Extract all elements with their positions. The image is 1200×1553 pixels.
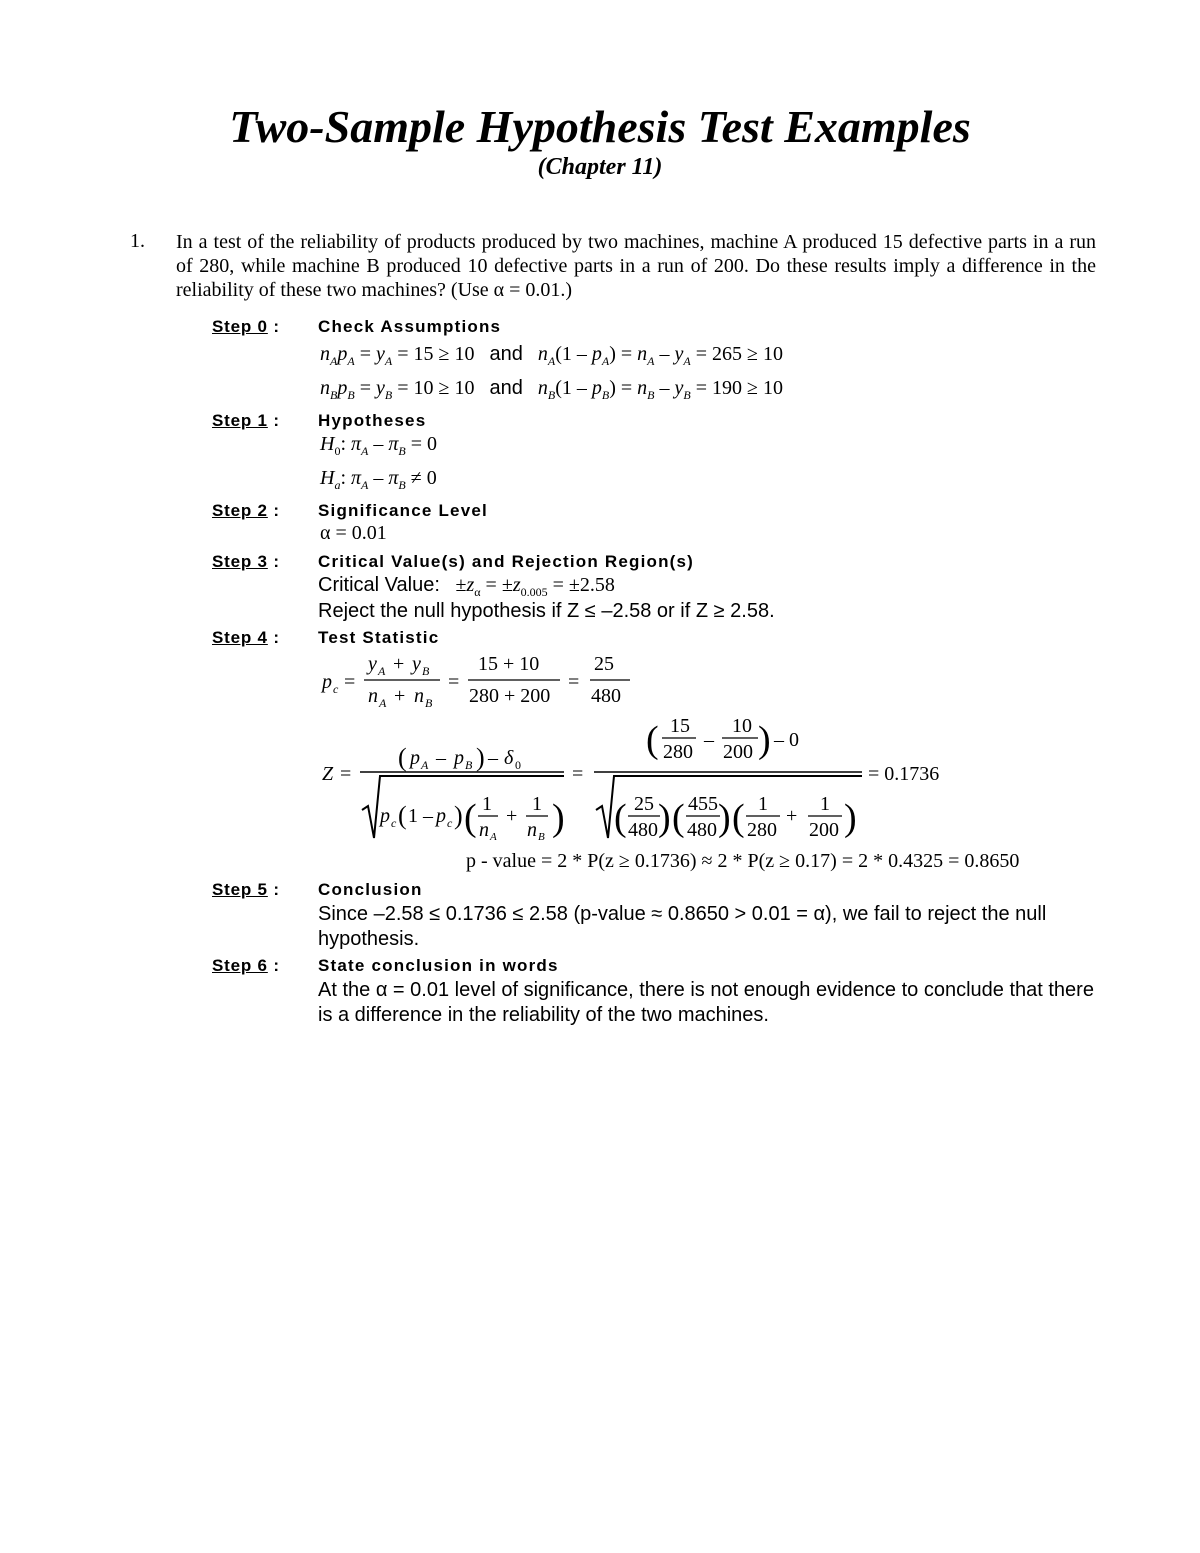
step-4-heading: Test Statistic	[318, 628, 440, 647]
svg-text:A: A	[421, 758, 429, 772]
svg-text:n: n	[527, 819, 537, 841]
svg-text:c: c	[391, 816, 397, 830]
step-6-label: Step 6 :	[212, 956, 280, 975]
svg-text:): )	[552, 797, 565, 839]
svg-text:–: –	[704, 729, 714, 751]
svg-text:+: +	[394, 685, 406, 707]
svg-text:A: A	[379, 696, 387, 708]
step-5-heading: Conclusion	[318, 880, 423, 899]
svg-text:B: B	[465, 758, 473, 772]
svg-text:n: n	[368, 685, 378, 707]
svg-text:1 –: 1 –	[408, 805, 433, 827]
svg-text:455: 455	[688, 793, 718, 815]
svg-text:=: =	[344, 671, 356, 693]
svg-text:A: A	[378, 664, 386, 678]
svg-text:B: B	[538, 831, 545, 843]
svg-text:p: p	[380, 805, 390, 827]
step-1-label: Step 1 :	[212, 411, 280, 430]
svg-text:c: c	[333, 682, 339, 696]
step-5-label: Step 5 :	[212, 880, 280, 899]
z-value: = 0.1736	[868, 763, 940, 785]
svg-text:Z: Z	[322, 763, 334, 785]
alternative-hypothesis: $H_a$: $\pi_A - \pi_B \ne 0$	[320, 467, 437, 492]
svg-text:c: c	[447, 816, 453, 830]
svg-text:1: 1	[482, 793, 492, 815]
step-4-label: Step 4 :	[212, 628, 280, 647]
svg-text:10: 10	[732, 715, 752, 737]
pc-frac-denominator: 480	[591, 685, 621, 707]
svg-text:): )	[718, 797, 731, 839]
svg-text:(: (	[646, 719, 659, 761]
page-subtitle: (Chapter 11)	[537, 154, 663, 180]
assumption-line-a: $n_Ap_A = y_A = 15 \ge 10$ and $n_A(1 - p_A) = n_A - y_A = 265 \ge 10$	[320, 343, 783, 368]
svg-text:B: B	[425, 696, 433, 708]
svg-text:A: A	[490, 831, 497, 843]
svg-text:– 0: – 0	[774, 729, 799, 751]
svg-text:p: p	[410, 747, 420, 769]
svg-text:=: =	[572, 763, 584, 785]
pc-denominator: 280 + 200	[469, 685, 551, 707]
svg-text:+: +	[786, 805, 798, 827]
pooled-proportion-formula	[318, 648, 658, 708]
critical-value-line: Critical Value: $\pm z_\alpha = \pm z_{0.005} = \pm 2.58$	[318, 574, 615, 599]
alpha-value: α = 0.01	[320, 522, 387, 544]
svg-text:(: (	[398, 743, 407, 772]
assumption-line-b: $n_Bp_B = y_B = 10 \ge 10$ and $n_B(1 - p_B) = n_B - y_B = 190 \ge 10$	[320, 377, 783, 402]
problem-number: 1.	[130, 230, 145, 252]
step-3-label: Step 3 :	[212, 552, 280, 571]
svg-text:B: B	[422, 664, 430, 678]
p-value-line: p - value = 2 * P(z ≥ 0.1736) ≈ 2 * P(z ≥ 0.17) = 2 * 0.4325 = 0.8650	[466, 850, 1020, 872]
svg-text:200: 200	[809, 819, 839, 841]
svg-text:): )	[658, 797, 671, 839]
svg-text:480: 480	[628, 819, 658, 841]
svg-text:+: +	[506, 805, 518, 827]
svg-text:280: 280	[663, 741, 693, 763]
conclusion-text: Since –2.58 ≤ 0.1736 ≤ 2.58 (p-value ≈ 0.8650 > 0.01 = α), we fail to reject the null hypothesis.	[318, 903, 1047, 950]
svg-text:1: 1	[758, 793, 768, 815]
svg-text:280: 280	[747, 819, 777, 841]
page-title: Two-Sample Hypothesis Test Examples	[229, 101, 971, 152]
svg-text:(: (	[614, 797, 627, 839]
svg-text:p: p	[454, 747, 464, 769]
svg-text:(: (	[732, 797, 745, 839]
svg-text:=: =	[568, 671, 580, 693]
step-1-heading: Hypotheses	[318, 411, 427, 430]
svg-text:15: 15	[670, 715, 690, 737]
svg-text:1: 1	[820, 793, 830, 815]
svg-text:–: –	[488, 747, 498, 769]
problem-text: In a test of the reliability of products produced by two machines, machine A produced 15 defective parts in a run of 280, while machine B produced 10 defective parts in a run of 200. Do these results imply a difference in the reliability of these two machines? (Use α = 0.01.)	[176, 231, 1096, 301]
rejection-rule: Reject the null hypothesis if Z ≤ –2.58 or if Z ≥ 2.58.	[318, 600, 775, 622]
svg-text:(: (	[672, 797, 685, 839]
svg-text:25: 25	[634, 793, 654, 815]
svg-text:(: (	[464, 797, 477, 839]
svg-text:): )	[454, 801, 463, 830]
pc-frac-numerator: 25	[594, 653, 614, 675]
svg-text:1: 1	[532, 793, 542, 815]
conclusion-words-text: At the α = 0.01 level of significance, there is not enough evidence to conclude that there is a difference in the reliability of the two machines.	[318, 979, 1094, 1026]
svg-text:(: (	[398, 801, 407, 830]
svg-text:=: =	[448, 671, 460, 693]
svg-text:–: –	[436, 747, 446, 769]
svg-text:y: y	[368, 653, 377, 675]
step-0-label: Step 0 :	[212, 317, 280, 336]
svg-text:): )	[844, 797, 857, 839]
svg-text:200: 200	[723, 741, 753, 763]
svg-text:): )	[758, 719, 771, 761]
svg-text:+: +	[393, 653, 405, 675]
svg-text:): )	[476, 743, 485, 772]
svg-text:p: p	[322, 671, 332, 693]
svg-text:y: y	[412, 653, 421, 675]
step-0-heading: Check Assumptions	[318, 317, 502, 336]
svg-text:n: n	[479, 819, 489, 841]
step-3-heading: Critical Value(s) and Rejection Region(s)	[318, 552, 695, 571]
null-hypothesis: $H_0$: $\pi_A - \pi_B = 0$	[320, 433, 438, 458]
svg-text:480: 480	[687, 819, 717, 841]
step-6-heading: State conclusion in words	[318, 956, 559, 975]
svg-text:0: 0	[515, 758, 521, 772]
step-2-label: Step 2 :	[212, 501, 280, 520]
svg-text:n: n	[414, 685, 424, 707]
z-statistic-formula	[318, 706, 978, 856]
pc-numerator: 15 + 10	[478, 653, 540, 675]
step-2-heading: Significance Level	[318, 501, 488, 520]
svg-text:p: p	[436, 805, 446, 827]
svg-text:=: =	[340, 763, 352, 785]
svg-text:δ: δ	[504, 747, 514, 769]
